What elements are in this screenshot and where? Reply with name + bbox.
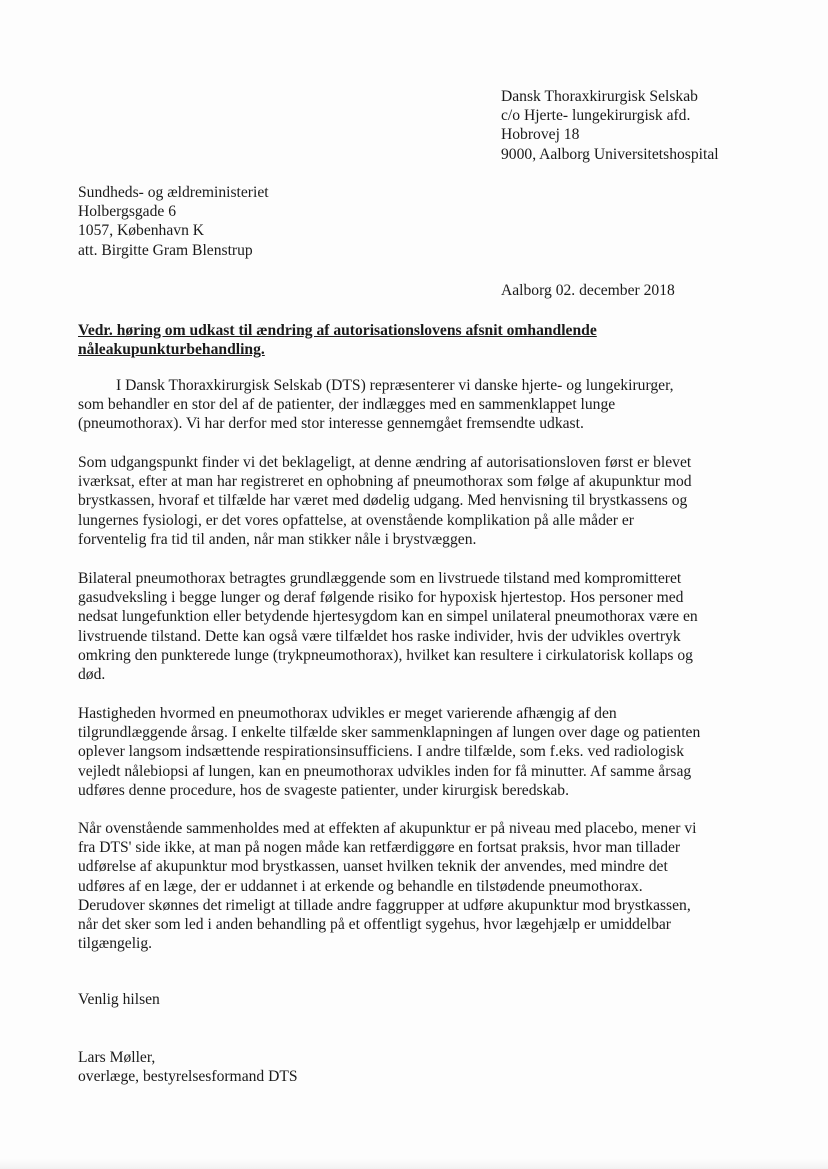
recipient-line: Holbergsgade 6 (78, 203, 177, 221)
paragraph-line: som behandler en stor del af de patienter, der indlægges med en sammenklappet lunge (78, 396, 616, 414)
sender-line: Dansk Thoraxkirurgisk Selskab (501, 88, 698, 105)
recipient-line: att. Birgitte Gram Blenstrup (78, 241, 253, 259)
paragraph-line: iværksat, efter at man har registreret en ophobning af pneumothorax som følge af akupunktur mod (78, 473, 692, 491)
closing-salutation (78, 990, 160, 1009)
subject-heading (78, 321, 597, 359)
paragraph-line: tilgængelig. (78, 935, 153, 953)
paragraph-line: forventelig fra tid til anden, når man stikker nåle i brystvæggen. (78, 530, 477, 548)
paragraph-line: fra DTS' side ikke, at man på nogen måde kan retfærdiggøre en fortsat praksis, hvor man tillader (78, 839, 681, 857)
paragraph-line: død. (78, 666, 106, 684)
subject-line: Vedr. høring om udkast til ændring af autorisationslovens afsnit omhandlende (78, 322, 597, 339)
sender-line: 9000, Aalborg Universitetshospital (501, 145, 719, 163)
sender-address (501, 87, 719, 164)
paragraph-line: udføres denne procedure, hos de svageste patienter, under kirurgisk beredskab. (78, 781, 569, 799)
paragraph-line: tilgrundlæggende årsag. I enkelte tilfælde sker sammenklapningen af lungen over dage og patienten (78, 724, 701, 742)
paragraph-introduction (78, 376, 758, 434)
date-text: Aalborg 02. december 2018 (501, 282, 675, 299)
paragraph-line: nedsat lungefunktion eller betydende hjertesygdom kan en simpel unilateral pneumothorax være en (78, 608, 698, 626)
paragraph-line: Hastigheden hvormed en pneumothorax udvikles er meget varierende afhængig af den (78, 705, 617, 722)
paragraph-line: Når ovenstående sammenholdes med at effekten af akupunktur er på niveau med placebo, mener vi (78, 820, 697, 837)
recipient-line: 1057, København K (78, 222, 205, 240)
recipient-address (78, 183, 269, 260)
paragraph-conclusion (78, 819, 758, 953)
paragraph-line: udføres af en læge, der er uddannet i at erkende og behandle en tilstødende pneumothorax. (78, 877, 643, 895)
paragraph-line: udførelse af akupunktur mod brystkassen, uanset hvilken teknik der anvendes, med mindre det (78, 858, 668, 876)
subject-line: nåleakupunkturbehandling. (78, 341, 265, 359)
paragraph-line: gasudveksling i begge lunger og deraf følgende risiko for hypoxisk hjertestop. Hos personer med (78, 589, 684, 607)
paragraph-line: oplever langsom indsættende respirationsinsufficiens. I andre tilfælde, som f.eks. ved radiologisk (78, 743, 685, 761)
signature-title: overlæge, bestyrelsesformand DTS (78, 1068, 298, 1086)
paragraph-line: I Dansk Thoraxkirurgisk Selskab (DTS) repræsenterer vi danske hjerte- og lungekirurger, (116, 377, 674, 394)
paragraph-line: Derudover skønnes det rimeligt at tillade andre faggrupper at udføre akupunktur mod brystkassen, (78, 896, 691, 914)
paragraph-speed (78, 704, 758, 800)
closing-text: Venlig hilsen (78, 991, 160, 1008)
signature-block (78, 1048, 298, 1086)
paragraph-line: når det sker som led i anden behandling på et offentligt sygehus, hvor lægehjælp er umiddelbar (78, 916, 672, 934)
recipient-line: Sundheds- og ældreministeriet (78, 184, 269, 201)
sender-line: Hobrovej 18 (501, 126, 580, 144)
paragraph-line: brystkassen, hvoraf et tilfælde har været med dødelig udgang. Med henvisning til brystkassens og (78, 492, 688, 510)
signature-name: Lars Møller, (78, 1049, 156, 1066)
paragraph-line: livstruende tilstand. Dette kan også være tilfældet hos raske individer, hvis der udvikles overtryk (78, 627, 681, 645)
paragraph-line: omkring den punkterede lunge (trykpneumothorax), hvilket kan resultere i cirkulatorisk kollaps og (78, 646, 693, 664)
paragraph-starting-point (78, 453, 758, 549)
letter-date (501, 281, 675, 300)
sender-line: c/o Hjerte- lungekirurgisk afd. (501, 107, 691, 125)
paragraph-line: lungernes fysiologi, er det vores opfattelse, at ovenstående komplikation på alle måder er (78, 511, 634, 529)
paragraph-line: (pneumothorax). Vi har derfor med stor interesse gennemgået fremsendte udkast. (78, 415, 584, 433)
paragraph-line: vejledt nålebiopsi af lungen, kan en pneumothorax udvikles inden for få minutter. Af samme årsag (78, 762, 692, 780)
paragraph-line: Bilateral pneumothorax betragtes grundlæggende som en livstruede tilstand med kompromitteret (78, 570, 682, 587)
paragraph-bilateral (78, 569, 758, 684)
paragraph-line: Som udgangspunkt finder vi det beklageligt, at denne ændring af autorisationsloven først er blevet (78, 454, 692, 471)
scan-edge-shadow (0, 1159, 828, 1169)
